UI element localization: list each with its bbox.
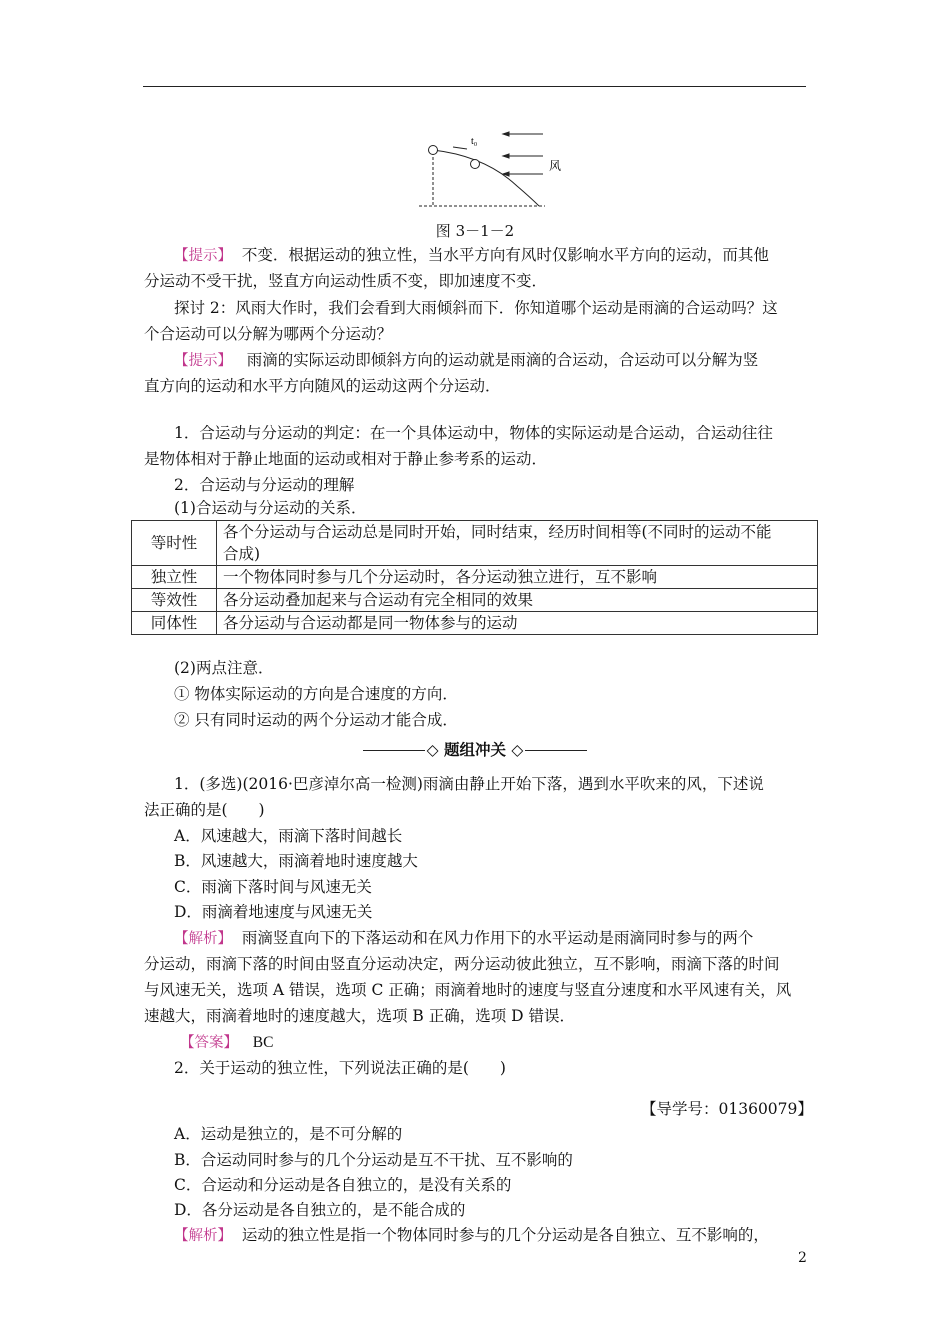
table-key: 独立性 xyxy=(132,566,217,589)
explore2-line2: 个合运动可以分解为哪两个分运动？ xyxy=(144,325,393,343)
table-key: 等效性 xyxy=(132,589,217,612)
wind-trajectory-figure xyxy=(415,124,575,214)
sub1-heading: (1)合运动与分运动的关系． xyxy=(174,499,367,517)
hint1-line2: 分运动不受干扰，竖直方向运动性质不变，即加速度不变． xyxy=(144,272,548,290)
point2-heading: 2．合运动与分运动的理解 xyxy=(174,476,355,494)
t0-label: t₀ xyxy=(471,136,478,147)
q1-answer: 【答案】 BC xyxy=(180,1034,274,1051)
q2-line1: 2．关于运动的独立性，下列说法正确的是( ) xyxy=(174,1059,506,1077)
hint2-line2: 直方向的运动和水平方向随风的运动这两个分运动． xyxy=(144,377,501,395)
q2-option-a: A．运动是独立的，是不可分解的 xyxy=(174,1125,403,1143)
q1-line1: 1．(多选)(2016·巴彦淖尔高一检测)雨滴由静止开始下落，遇到水平吹来的风，下述说 xyxy=(174,775,764,793)
q2-option-d: D．各分运动是各自独立的，是不能合成的 xyxy=(174,1201,466,1219)
q1-line2: 法正确的是( ) xyxy=(144,801,265,819)
q1-analysis-line4: 速越大，雨滴着地时的速度越大，选项 B 正确，选项 D 错误． xyxy=(144,1007,576,1025)
q1-option-d: D．雨滴着地速度与风速无关 xyxy=(174,903,373,921)
q2-option-b: B．合运动同时参与的几个分运动是互不干扰、互不影响的 xyxy=(174,1151,573,1169)
table-row xyxy=(132,521,818,566)
table-value: 一个物体同时参与几个分运动时，各分运动独立进行，互不影响 xyxy=(217,566,818,589)
q1-analysis-line3: 与风速无关，选项 A 错误，选项 C 正确；雨滴着地时的速度与竖直分速度和水平风速有关，风 xyxy=(144,981,792,999)
q2-option-c: C．合运动和分运动是各自独立的，是没有关系的 xyxy=(174,1176,512,1194)
q1-analysis-line2: 分运动，雨滴下落的时间由竖直分运动决定，两分运动彼此独立，互不影响，雨滴下落的时间 xyxy=(144,955,780,973)
section-banner: ◇ 题组冲关 ◇ xyxy=(0,738,950,760)
analysis-tag: 【解析】 xyxy=(174,1228,232,1244)
table-value: 各个分运动与合运动总是同时开始，同时结束，经历时间相等(不同时的运动不能 合成) xyxy=(217,521,818,566)
wind-label: 风 xyxy=(549,159,562,173)
hint-tag: 【提示】 xyxy=(174,353,232,369)
table-key: 同体性 xyxy=(132,612,217,635)
q1-analysis-line1: 【解析】 雨滴竖直向下的下落运动和在风力作用下的水平运动是雨滴同时参与的两个 xyxy=(174,929,754,947)
explore2-line1: 探讨 2：风雨大作时，我们会看到大雨倾斜而下．你知道哪个运动是雨滴的合运动吗？这 xyxy=(174,299,778,317)
note1: ① 物体实际运动的方向是合速度的方向． xyxy=(174,685,458,703)
guide-number: 【导学号：01360079】 xyxy=(641,1100,813,1118)
hint2-line1: 【提示】 雨滴的实际运动即倾斜方向的运动就是雨滴的合运动，合运动可以分解为竖 xyxy=(174,351,759,369)
table-row xyxy=(132,566,818,589)
relation-table xyxy=(131,520,818,635)
table-key: 等时性 xyxy=(132,521,217,566)
note2: ② 只有同时运动的两个分运动才能合成． xyxy=(174,711,458,729)
table-row xyxy=(132,589,818,612)
table-value: 各分运动与合运动都是同一物体参与的运动 xyxy=(217,612,818,635)
analysis-tag: 【解析】 xyxy=(174,931,232,947)
hint-tag: 【提示】 xyxy=(174,248,232,264)
table-value: 各分运动叠加起来与合运动有完全相同的效果 xyxy=(217,589,818,612)
q1-option-a: A．风速越大，雨滴下落时间越长 xyxy=(174,827,403,845)
table-row xyxy=(132,612,818,635)
answer-tag: 【答案】 xyxy=(180,1035,238,1051)
point1-line2: 是物体相对于静止地面的运动或相对于静止参考系的运动． xyxy=(144,450,548,468)
header-rule xyxy=(143,86,806,87)
point1-line1: 1．合运动与分运动的判定：在一个具体运动中，物体的实际运动是合运动，合运动往往 xyxy=(174,424,773,442)
sub2-heading: (2)两点注意． xyxy=(174,659,274,677)
q1-option-c: C．雨滴下落时间与风速无关 xyxy=(174,878,372,896)
figure-caption: 图 3－1－2 xyxy=(435,222,515,240)
page-number: 2 xyxy=(798,1250,807,1266)
q1-option-b: B．风速越大，雨滴着地时速度越大 xyxy=(174,852,418,870)
hint1-line1: 【提示】 不变．根据运动的独立性，当水平方向有风时仅影响水平方向的运动，而其他 xyxy=(174,246,769,264)
q2-analysis-line1: 【解析】 运动的独立性是指一个物体同时参与的几个分运动是各自独立、互不影响的， xyxy=(174,1226,769,1244)
